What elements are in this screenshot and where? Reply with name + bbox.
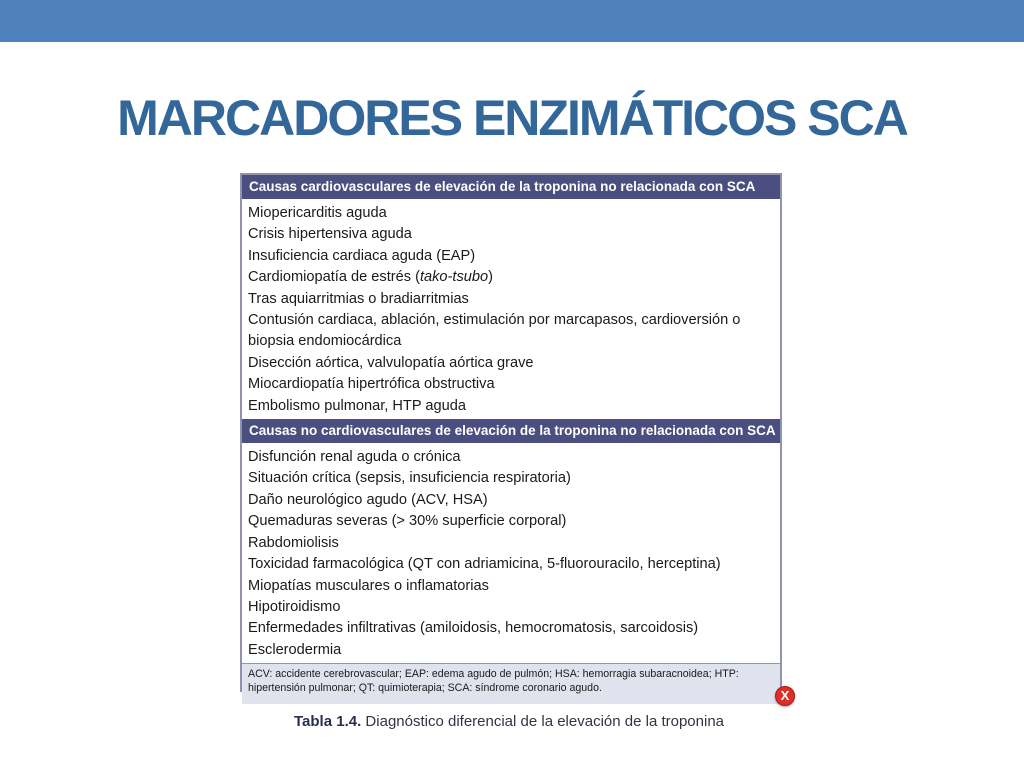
table-footnote xyxy=(242,663,780,704)
table-row: Quemaduras severas (> 30% superficie corporal) xyxy=(248,513,567,530)
caption-text: Diagnóstico diferencial de la elevación de la troponina xyxy=(361,713,724,730)
table-row: Rabdomiolisis xyxy=(248,534,339,551)
table-row: Miopatías musculares o inflamatorias xyxy=(248,577,489,594)
table-row: Esclerodermia xyxy=(248,641,342,658)
top-accent-bar xyxy=(0,0,1024,42)
table-row: Embolismo pulmonar, HTP aguda xyxy=(248,397,466,414)
cardiovascular-causes-list xyxy=(242,199,780,419)
table-row: Hipotiroidismo xyxy=(248,598,341,615)
table-row: biopsia endomiocárdica xyxy=(248,333,402,350)
table-row: Contusión cardiaca, ablación, estimulación por marcapasos, cardioversión o xyxy=(248,312,741,329)
row-text-italic: tako-tsubo xyxy=(419,269,489,286)
table-row: Miopericarditis aguda xyxy=(248,205,387,221)
table-row: Situación crítica (sepsis, insuficiencia respiratoria) xyxy=(248,470,571,487)
table-row: Disección aórtica, valvulopatía aórtica grave xyxy=(248,354,534,371)
table-row: Disfunción renal aguda o crónica xyxy=(248,449,461,466)
section-header-cardiovascular: Causas cardiovasculares de elevación de la troponina no relacionada con SCA xyxy=(242,175,780,199)
table-row: Miocardiopatía hipertrófica obstructiva xyxy=(248,376,495,393)
table-row xyxy=(248,267,780,288)
table-row: Enfermedades infiltrativas (amiloidosis, hemocromatosis, sarcoidosis) xyxy=(248,620,699,637)
troponin-table xyxy=(240,173,782,695)
table-row: Crisis hipertensiva aguda xyxy=(248,226,412,243)
footnote-line: hipertensión pulmonar; QT: quimioterapia; SCA: síndrome coronario agudo. xyxy=(248,682,602,695)
caption-label: Tabla 1.4. xyxy=(294,713,362,730)
slide-title: MARCADORES ENZIMÁTICOS SCA xyxy=(117,90,907,146)
non-cardiovascular-causes-list xyxy=(242,443,780,663)
table-row: Toxicidad farmacológica (QT con adriamicina, 5-fluorouracilo, herceptina) xyxy=(248,556,721,573)
table-row: Tras aquiarritmias o bradiarritmias xyxy=(248,290,469,307)
row-text: Cardiomiopatía de estrés ( xyxy=(248,269,420,286)
table-row: Insuficiencia cardiaca aguda (EAP) xyxy=(248,247,476,264)
table-row: Daño neurológico agudo (ACV, HSA) xyxy=(248,491,488,508)
footnote-line: ACV: accidente cerebrovascular; EAP: edema agudo de pulmón; HSA: hemorragia subaracnoidea; HTP: xyxy=(248,668,739,681)
table-caption xyxy=(294,713,794,730)
close-icon[interactable]: X xyxy=(775,686,795,706)
section-header-non-cardiovascular: Causas no cardiovasculares de elevación de la troponina no relacionada con SCA xyxy=(242,419,780,443)
row-text-tail: ) xyxy=(488,269,493,286)
